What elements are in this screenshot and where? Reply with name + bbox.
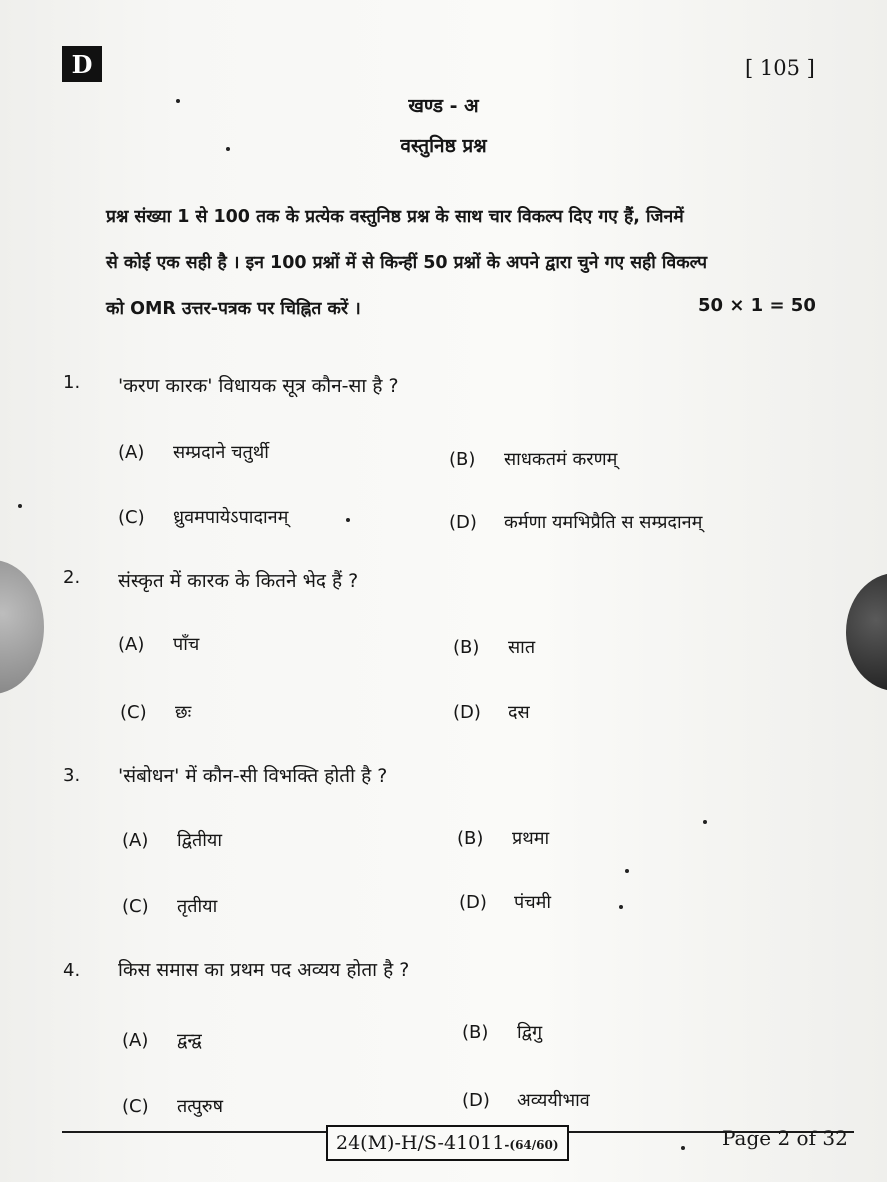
option-d xyxy=(462,1088,590,1112)
option-label: (A) xyxy=(122,830,149,851)
option-text: कर्मणा यमभिप्रैति स सम्प्रदानम् xyxy=(504,512,703,533)
option-label: (A) xyxy=(122,1030,149,1051)
question-text: किस समास का प्रथम पद अव्यय होता है ? xyxy=(118,959,410,981)
option-text: साधकतमं करणम् xyxy=(504,449,618,470)
speck xyxy=(226,147,230,151)
option-label: (B) xyxy=(453,637,480,658)
option-label: (B) xyxy=(462,1022,489,1043)
punch-hole-left xyxy=(0,560,44,694)
section-subtitle: वस्तुनिष्ठ प्रश्न xyxy=(400,135,487,157)
option-text: द्वन्द्व xyxy=(177,1030,202,1051)
option-c xyxy=(122,1094,223,1118)
option-text: ध्रुवमपायेऽपादानम् xyxy=(173,507,289,528)
speck xyxy=(619,905,623,909)
option-label: (A) xyxy=(118,634,145,655)
question-number: 2. xyxy=(63,567,81,588)
question-text: संस्कृत में कारक के कितने भेद हैं ? xyxy=(118,570,359,592)
speck xyxy=(346,518,350,522)
section-title: खण्ड - अ xyxy=(408,95,479,117)
option-label: (D) xyxy=(459,892,487,913)
question-text: 'करण कारक' विधायक सूत्र कौन-सा है ? xyxy=(118,375,399,397)
option-text: द्विगु xyxy=(517,1022,543,1043)
speck xyxy=(681,1146,685,1150)
option-b xyxy=(449,447,617,471)
paper-code: 24(M)-H/S-41011 xyxy=(336,1132,505,1154)
set-code-badge: D xyxy=(62,46,102,82)
instruction-line: से कोई एक सही है । इन 100 प्रश्नों में से किन्हीं 50 प्रश्नों के अपने द्वारा चुने गए सही विकल्प xyxy=(106,253,708,273)
question-number: 3. xyxy=(63,765,81,786)
option-text: तृतीया xyxy=(177,896,218,917)
option-c xyxy=(122,894,217,918)
option-label: (B) xyxy=(457,828,484,849)
question-number: 1. xyxy=(63,372,81,393)
page-label: Page 2 of 32 xyxy=(722,1126,848,1150)
option-text: अव्ययीभाव xyxy=(517,1090,590,1111)
option-text: पाँच xyxy=(173,634,200,655)
page-number: [ 105 ] xyxy=(745,56,815,80)
option-c xyxy=(120,700,191,724)
speck xyxy=(703,820,707,824)
question-text: 'संबोधन' में कौन-सी विभक्ति होती है ? xyxy=(118,765,388,787)
marks-scheme: 50 × 1 = 50 xyxy=(698,295,816,316)
option-text: छः xyxy=(175,702,192,723)
option-label: (D) xyxy=(453,702,481,723)
option-text: पंचमी xyxy=(514,892,552,913)
option-label: (C) xyxy=(118,507,145,528)
option-d xyxy=(449,510,702,534)
option-label: (D) xyxy=(462,1090,490,1111)
option-a xyxy=(118,440,269,464)
instruction-line: प्रश्न संख्या 1 से 100 तक के प्रत्येक वस्तुनिष्ठ प्रश्न के साथ चार विकल्प दिए गए हैं, जिनमें xyxy=(106,207,684,227)
option-a xyxy=(122,1028,202,1052)
option-label: (C) xyxy=(122,896,149,917)
option-text: सम्प्रदाने चतुर्थी xyxy=(173,442,269,463)
question-number: 4. xyxy=(63,960,81,981)
speck xyxy=(18,504,22,508)
option-label: (B) xyxy=(449,449,476,470)
option-a xyxy=(122,828,222,852)
option-c xyxy=(118,505,288,529)
option-label: (D) xyxy=(449,512,477,533)
option-b xyxy=(457,826,549,850)
paper-code-suffix: -(64/60) xyxy=(504,1138,559,1152)
option-text: द्वितीया xyxy=(177,830,223,851)
punch-hole-right xyxy=(846,573,887,691)
option-a xyxy=(118,632,199,656)
option-b xyxy=(453,635,535,659)
paper-code-box xyxy=(326,1125,569,1161)
option-b xyxy=(462,1020,542,1044)
option-d xyxy=(459,890,551,914)
option-text: तत्पुरुष xyxy=(177,1096,223,1117)
option-label: (C) xyxy=(120,702,147,723)
option-label: (A) xyxy=(118,442,145,463)
option-d xyxy=(453,700,530,724)
instruction-line: को OMR उत्तर-पत्रक पर चिह्नित करें । xyxy=(106,299,361,319)
option-text: प्रथमा xyxy=(512,828,550,849)
option-text: सात xyxy=(508,637,536,658)
speck xyxy=(176,99,180,103)
option-label: (C) xyxy=(122,1096,149,1117)
speck xyxy=(625,869,629,873)
option-text: दस xyxy=(508,702,530,723)
